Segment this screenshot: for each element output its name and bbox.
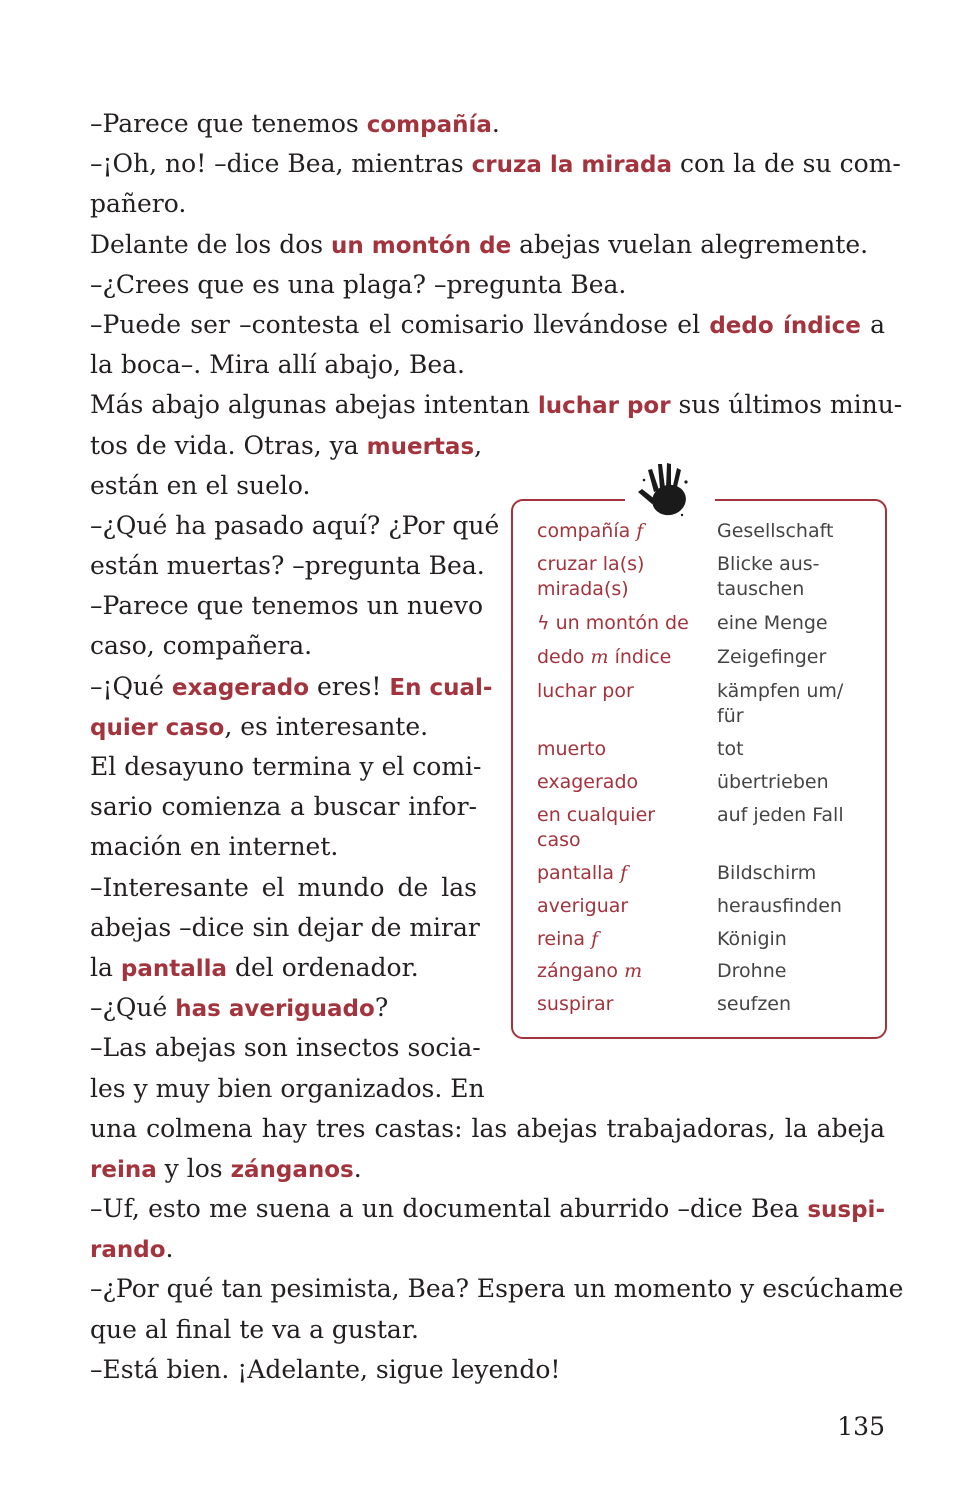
vocab-highlight: has averiguado (175, 996, 375, 1023)
vocab-highlight: suspi- (807, 1197, 885, 1224)
vocab-highlight: dedo índice (709, 312, 861, 339)
text-line: la boca–. Mira allí abajo, Bea. (90, 350, 465, 380)
text-line: Más abajo algunas abejas intentan luchar por sus últimos minu- (90, 390, 903, 420)
text-line: Delante de los dos un montón de abejas vuelan alegremente. (90, 229, 869, 259)
text-line: –¡Qué exagerado eres! En cual- (90, 671, 493, 701)
text-line: –Parece que tenemos un nuevo (90, 591, 484, 621)
text-line: –Las abejas son insectos socia- (90, 1033, 481, 1063)
text-line: –Parece que tenemos compañía. (90, 109, 500, 138)
text-line: –¿Qué ha pasado aquí? ¿Por qué (90, 510, 500, 540)
text-line: reina y los zánganos. (90, 1153, 362, 1183)
text-line: El desayuno termina y el comi- (90, 752, 482, 781)
text-line: –Puede ser –contesta el comisario llevándose el dedo índice a (90, 309, 886, 339)
text-line: caso, compañera. (90, 631, 313, 661)
vocab-highlight: cruza la mirada (471, 152, 673, 179)
vocab-highlight: pantalla (120, 955, 228, 982)
text-line: –Está bien. ¡Adelante, sigue leyendo! (90, 1354, 561, 1384)
text-line: –Interesante el mundo de las (90, 872, 477, 902)
text-line: pañero. (90, 189, 187, 219)
vocab-highlight: rando (90, 1237, 166, 1264)
text-line: sario comienza a buscar infor- (90, 792, 477, 822)
text-line: –¿Crees que es una plaga? –pregunta Bea. (90, 269, 627, 299)
text-line: quier caso, es interesante. (90, 711, 429, 741)
text-line: abejas –dice sin dejar de mirar (90, 912, 480, 942)
text-line: que al final te va a gustar. (90, 1314, 419, 1344)
text-line: mación en internet. (90, 832, 339, 862)
vocab-highlight: luchar por (537, 393, 671, 420)
text-line: –Uf, esto me suena a un documental aburrido –dice Bea suspi- (90, 1194, 885, 1224)
text-line: están en el suelo. (90, 470, 311, 500)
vocab-highlight: En cual- (389, 674, 493, 701)
lightning-icon: ϟ (537, 612, 550, 634)
vocab-highlight: reina (90, 1156, 157, 1183)
vocab-highlight: un montón de (331, 232, 512, 259)
text-line: –¡Oh, no! –dice Bea, mientras cruza la mirada con la de su com- (90, 149, 901, 179)
text-line: les y muy bien organizados. En (90, 1073, 485, 1103)
text-line: están muertas? –pregunta Bea. (90, 551, 485, 581)
vocab-highlight: quier caso (90, 714, 225, 741)
text-line: –¿Qué has averiguado? (90, 993, 389, 1023)
vocab-highlight: exagerado (171, 674, 310, 701)
page-number: 135 (837, 1412, 885, 1441)
text-line: tos de vida. Otras, ya muertas, (90, 430, 483, 460)
hand-print-icon (636, 460, 696, 522)
text-line: –¿Por qué tan pesimista, Bea? Espera un momento y escúchame (90, 1274, 904, 1304)
vocab-highlight: compañía (366, 112, 492, 138)
vocab-highlight: zánganos (230, 1156, 354, 1183)
text-line: una colmena hay tres castas: las abejas trabajadoras, la abeja (90, 1113, 885, 1143)
text-line: la pantalla del ordenador. (90, 952, 419, 982)
vocab-highlight: muertas (366, 433, 475, 460)
text-line: rando. (90, 1234, 174, 1264)
